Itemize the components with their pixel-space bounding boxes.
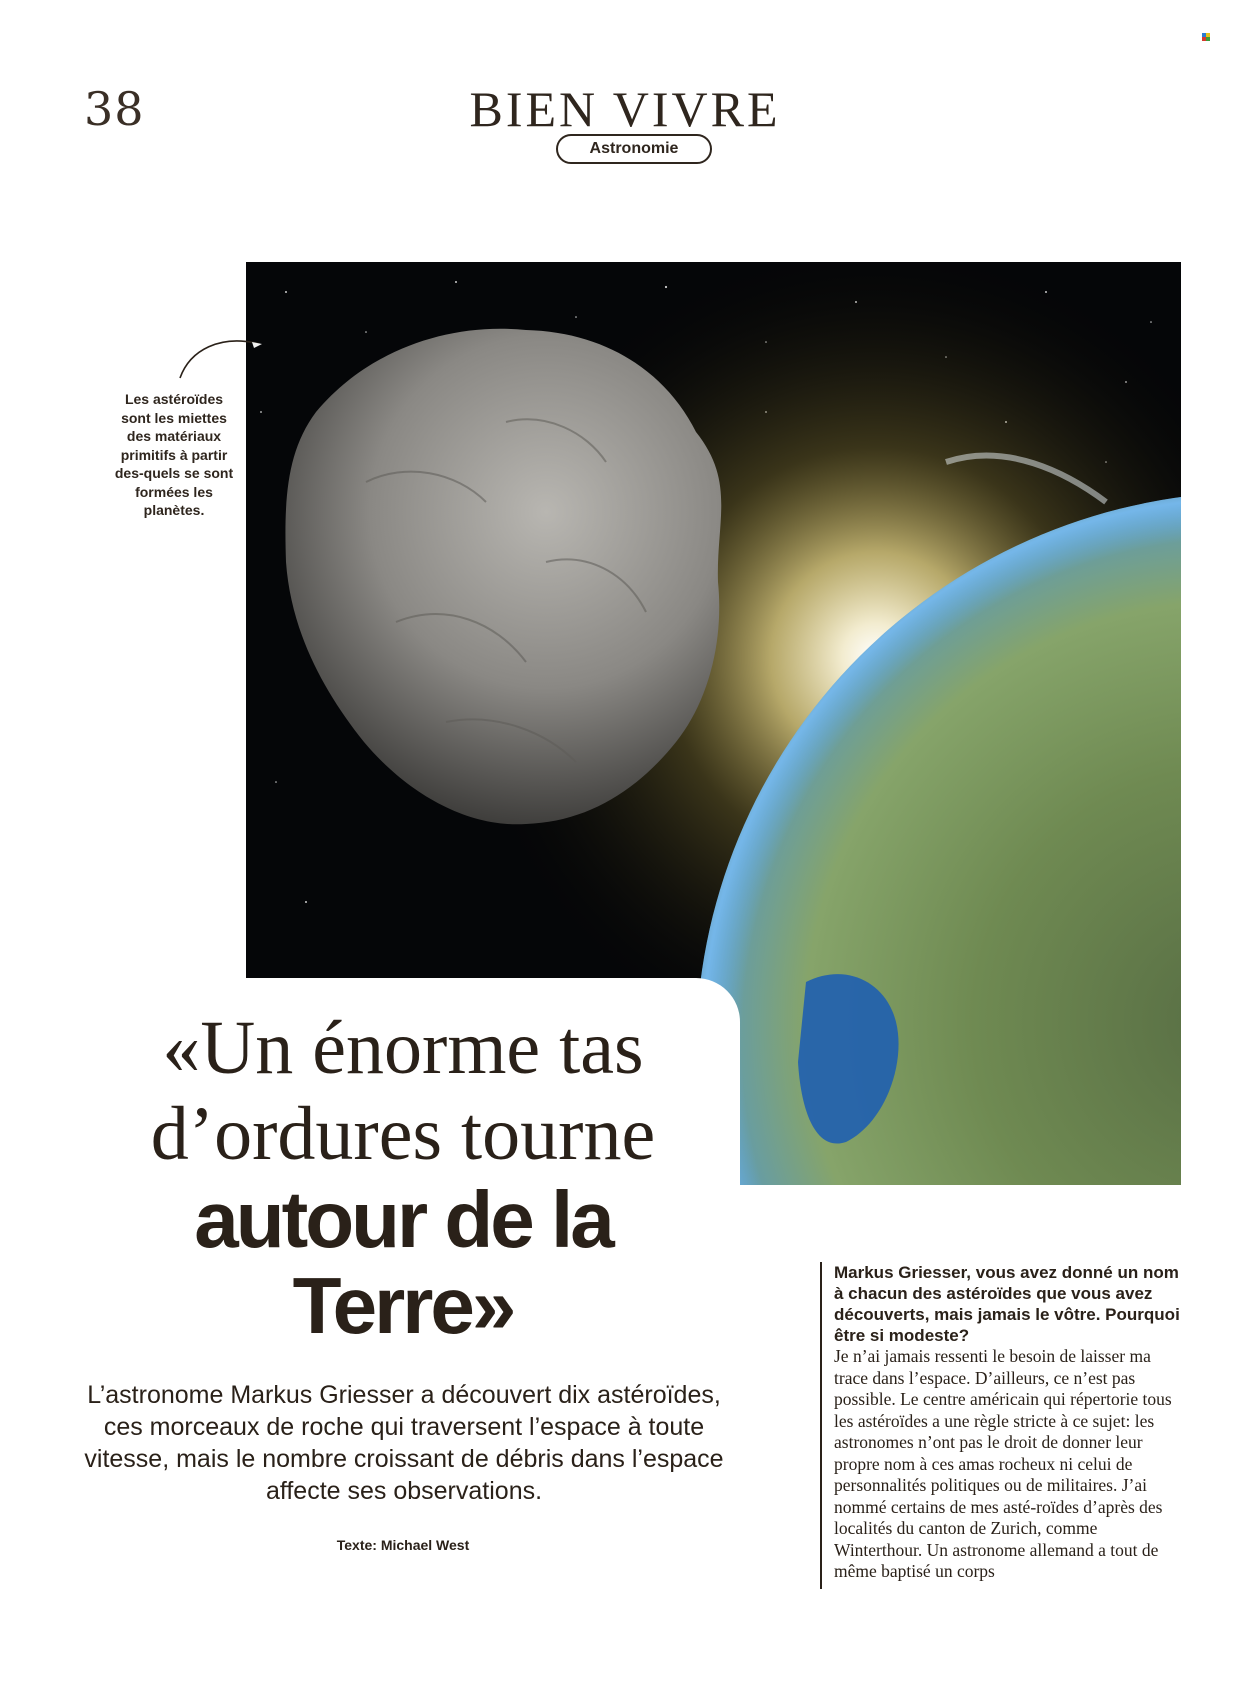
category-badge: Astronomie	[556, 134, 712, 164]
page-number: 38	[84, 82, 145, 136]
image-caption: Les astéroïdes sont les miettes des matériaux primitifs à partir des-quels se sont formées les planètes.	[114, 391, 234, 518]
section-title: BIEN VIVRE	[469, 81, 781, 137]
interview-column	[820, 1262, 1188, 1589]
print-registration-mark	[1202, 33, 1210, 41]
interview-answer: Je n’ai jamais ressenti le besoin de laisser ma trace dans l’espace. D’ailleurs, ce n’est pas possible. Le centre américain qui répertorie tous les astéroïdes a une règle stricte à ce sujet: les astronomes n’ont pas le droit de donner leur propre nom à ces amas rocheux ni celui de personnalités politiques ou de militaires. J’ai nommé certains de mes asté-roïdes d’après des localités du canton de Zurich, comme Winterthour. Un astronome allemand a tout de même baptisé un corps	[834, 1346, 1172, 1581]
article-headline	[0, 1005, 806, 1349]
caption-pointer-icon	[176, 332, 266, 382]
interview-question: Markus Griesser, vous avez donné un nom à chacun des astéroïdes que vous avez découverts, mais jamais le vôtre. Pourquoi être si modeste?	[834, 1263, 1180, 1345]
headline-line-3: autour de la	[194, 1175, 612, 1264]
lead-paragraph: L’astronome Markus Griesser a découvert dix astéroïdes, ces morceaux de roche qui traversent l’espace à toute vitesse, mais le nombre croissant de débris dans l’espace affecte ses observations.	[84, 1381, 724, 1505]
headline-line-2: d’ordures tourne	[150, 1092, 656, 1176]
headline-line-4: Terre»	[292, 1261, 514, 1350]
headline-line-1: «Un énorme tas	[162, 1006, 644, 1090]
byline: Texte: Michael West	[336, 1537, 470, 1553]
